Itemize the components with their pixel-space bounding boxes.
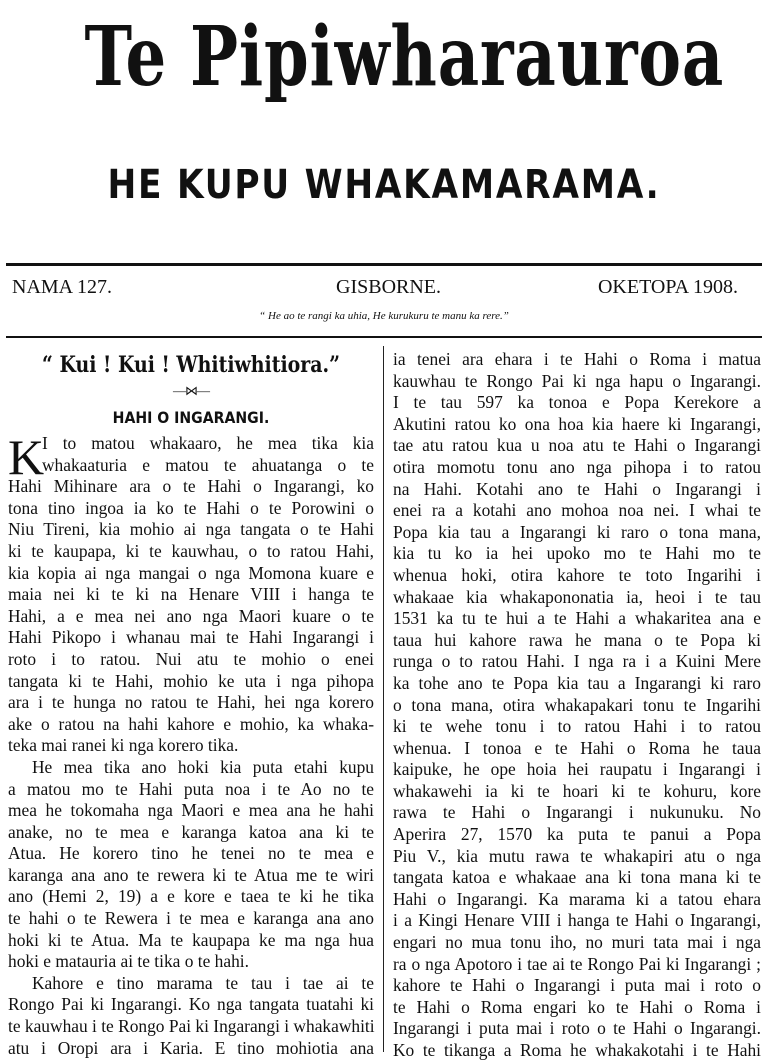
masthead-subtitle: HE KUPU WHAKAMARAMA. [107,162,661,208]
text-line: anake, no te mea e karanga katoa ana ki te [8,821,374,842]
text-line: kahore te Hahi o Ingarangi i puta mai i roto o [393,975,761,996]
text-line: kauwhau te Rongo Pai ki nga hapu o Ingarangi. [393,370,761,391]
text-line: ki te kaupapa, ki te kauwhau, o to ratou Hahi, [8,540,374,561]
text-line: whakaaturia e matou te ahuatanga o te [42,454,374,475]
text-line: Ko te tikanga a Roma he whakakotahi i te Hahi [393,1040,761,1060]
text-line: ra o nga Apotoro i tae ai te Rongo Pai ki Ingarangi ; [393,953,761,974]
text-line: Hahi Mihinare ara o te Hahi o Ingarangi, ko [8,476,374,497]
text-line: ake o ratou na hahi kahore e mohio, ka whaka- [8,713,374,734]
text-line: tae atu ratou kua u noa atu te Hahi o Ingarangi [393,435,761,456]
text-line: Piu V., kia mutu rawa te whakapiri atu o nga [393,845,761,866]
ornament-divider: —⋈— [173,383,209,398]
text-line: te Hahi o Roma engari ko te Hahi o Roma i [393,996,761,1017]
article-body-left [8,429,375,1059]
text-line: otira momotu tonu ano nga pihopa i to ratou [393,456,761,477]
text-line: Hahi, a e mea nei ano nga Maori kuare o te [8,605,374,626]
drop-cap: K [8,429,45,485]
masthead-title: Te Pipiwharauroa [84,9,725,105]
motto: “ He ao te rangi ka uhia, He kurukuru te manu ka rere.” [259,310,509,322]
text-line: te kauwhau i te Rongo Pai ki Ingarangi i whakawhiti [8,1016,375,1037]
text-line: o tona mana, otira whakapakari tonu te Ingarihi [393,694,761,715]
text-line: mea he tokomaha nga Maori e mea ana he hahi [8,800,374,821]
column-divider [383,346,384,1052]
text-line: runga o to ratou Hahi. I nga ra i a Kuini Mere [393,651,761,672]
text-line: 1531 ka tu te hui a te Hahi a whakaritea ana e [393,608,761,629]
text-line: I te tau 597 ka tonoa e Popa Kerekore a [393,392,761,413]
text-line: Aperira 27, 1570 ka puta te panui a Popa [393,824,761,845]
text-line: rawa te Hahi o Ingarangi i nukunuku. No [393,802,761,823]
text-line: tangata katoa e whakaae ana ki tona mana ki te [393,867,761,888]
text-line: whenua hoki, otira kahore te toto Ingarihi i [393,564,761,585]
text-line: tangata ki te Hahi, mohio ke uta i nga pihopa [8,670,374,691]
article-title: “ Kui ! Kui ! Whitiwhitiora.” [42,352,340,378]
text-line: ka tohe ano te Popa kia tau a Ingarangi ki raro [393,672,761,693]
text-line: atu i Oropi ara i Karia. E tino mohiotia ana [8,1037,374,1058]
column-right [393,349,761,1062]
text-line: Kahore e tino marama te tau i tae ai te [32,972,374,993]
section-heading: HAHI O INGARANGI. [112,408,270,427]
issue-number: NAMA 127. [12,276,113,298]
header-rule-bottom [6,336,762,338]
text-line: hoki e matauria ai te tika o te hahi. [8,951,249,972]
text-line: ki te wehe tonu i to ratou Hahi i to ratou [393,716,761,737]
text-line: maia nei ki te ki na Henare VIII i hanga te [8,584,374,605]
text-line: ano (Hemi 2, 19) a e kore e taea te ki he tika [8,886,374,907]
text-line: Popa kia tau a Ingarangi ki raro o tona mana, [393,521,761,542]
text-line: i a Kingi Henare VIII i hanga te Hahi o Ingarangi, [393,910,761,931]
text-line: Niu Tireni, kia mohio ai nga tangata o te Hahi [8,519,374,540]
text-line: kia tu ko ia hei upoko mo te Hahi mo te [393,543,761,564]
text-line: whenua. I tonoa e te Hahi o Roma he taua [393,737,761,758]
text-line: a matou mo te Hahi puta noa i te Ao no te [8,778,374,799]
text-line: Akutini ratou ko ona hoa kia haere ki Ingarangi, [393,413,761,434]
text-line: roto i to ratou. Nui atu te mohio o enei [8,648,374,669]
issue-line [12,276,738,304]
text-line: Atua. He korero tino he tenei no te mea e [8,843,374,864]
text-line: na Hahi. Kotahi ano te Hahi o Ingarangi i [393,478,761,499]
text-line: He mea tika ano hoki kia puta etahi kupu [32,756,374,777]
text-line: ia tenei ara ehara i te Hahi o Roma i matua [393,349,761,369]
issue-date: OKETOPA 1908. [597,276,738,298]
text-line: Hahi Pikopo i whanau mai te Hahi Ingarangi i [8,627,374,648]
header-rule-top [6,263,762,266]
issue-place: GISBORNE. [336,276,442,298]
text-line: I to matou whakaaro, he mea tika kia [42,433,374,453]
text-line: ara i te hunga no ratou te Hahi, hei nga korero [8,692,374,713]
text-line: whakawehi ia ki te hoari ki te kohuru, kore [393,780,761,801]
text-line: Ingarangi i puta mai i roto o te Hahi o Ingarangi. [393,1018,761,1039]
text-line: tona tino ingoa ia ko te Hahi o te Porowini o [8,497,374,518]
text-line: te hahi o te Rewera i te mea e karanga ana ano [8,908,374,929]
text-line: Rongo Pai ki Ingarangi. Ko nga tangata tuatahi ki [8,994,374,1015]
text-line: enei ra a kotahi ano mohoa noa nei. I whai te [393,500,761,521]
text-line: Hahi o Ingarangi. Ka marama ki a tatou ehara [393,888,761,909]
text-line: whakaae kia whakapononatia ia, heoi i te tau [393,586,761,607]
text-line: hoki ki te Atua. Ma te kaupapa ke ma nga hua [8,929,374,950]
text-line: engari no mua tonu iho, no muri tata mai i nga [393,932,761,953]
text-line: teka mai ranei ki nga korero tika. [8,735,239,756]
text-line: kaipuke, he ope hoia hei raupatu i Ingarangi i [393,759,761,780]
text-line: kia kopia ai nga mangai o nga Momona kuare e [8,562,374,583]
column-left [8,348,374,1059]
text-line: karanga ana ano te rewera ki te Atua me te wiri [8,864,374,885]
text-line: taua hui kahore rawa he mana o te Popa ki [393,629,761,650]
